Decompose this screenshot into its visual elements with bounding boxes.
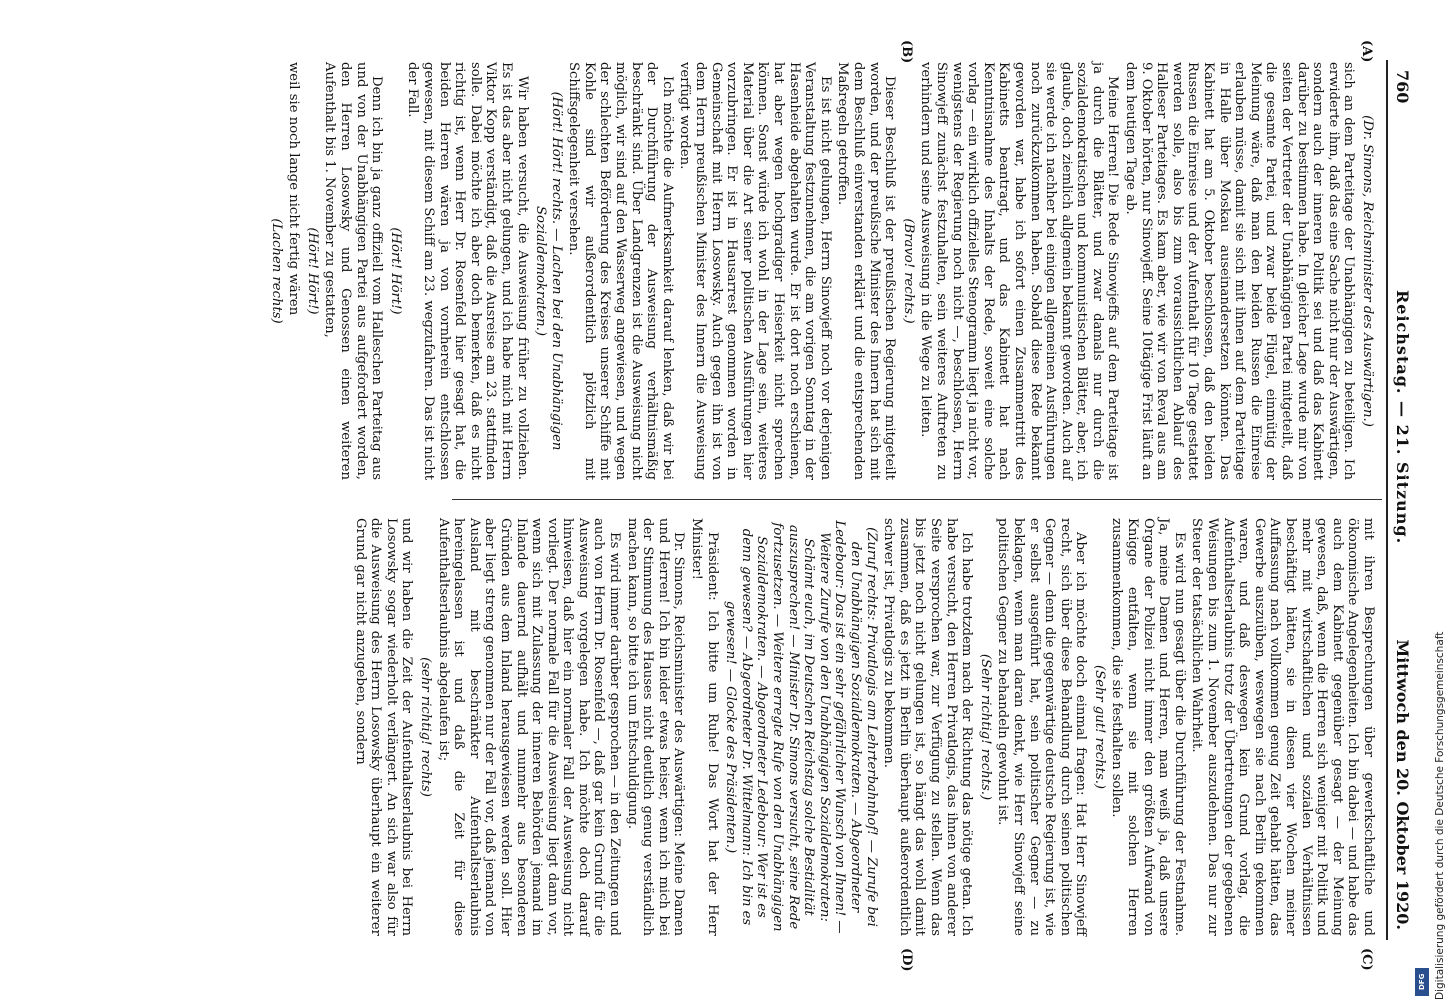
margin-mark-d: (D) (899, 948, 914, 972)
paragraph: Aber ich möchte doch einmal fragen: Hat Herr Sinowjeff recht, sich über diese Behandlung durch seinen politischen Gegner — denn die gegenwärtige deutsche Regierung ist, wie er selbst ausgeführt hat, sein politischer Gegner — zu beklagen, wenn man daran denkt, wie Herr Sinowjeff seine politischen Gegner zu behandeln gewohnt ist. (995, 518, 1089, 936)
page-number: 760 (1393, 70, 1412, 104)
right-column (352, 518, 1376, 936)
paragraph: Dieser Beschluß ist der preußischen Regierung mitgeteilt worden, und der preußische Minister des Innern hat sich mit dem Beschluß einverstanden erklärt und die entsprechenden Maßregeln getroffen. (835, 62, 898, 480)
interjection: (Lachen rechts) (268, 218, 284, 324)
interjection: (Hört! Hört! rechts. — Lachen bei den Unabhängigen Sozialdemokraten.) (533, 91, 564, 451)
paragraph: Denn ich bin ja ganz offiziell vom Halleschen Parteitag aus und von der Unabhängigen Partei aus aufgefordert worden, den Herren Losowsky und Genossen einen weiteren Aufenthalt bis 1. November zu gestatten, (322, 62, 385, 480)
interjection: (Sehr gut! rechts.) (1091, 664, 1107, 790)
left-column (268, 62, 1376, 480)
paragraph: Es wird nun gesagt über die Durchführung der Festnahme. Ja, meine Damen und Herren, man weiß ja, daß unsere Organe der Polizei nicht immer den größten Aufwand von Knigge entfalten, wenn sie mit solchen Herren zusammenkommen, die sie festhalten sollen. (1109, 518, 1187, 936)
interjection: (Bravo! rechts.) (900, 218, 916, 324)
interjection: (sehr richtig! rechts) (417, 657, 433, 797)
speaker-line: (Dr. Simons, Reichsminister des Auswärtigen.) (1360, 115, 1375, 427)
paragraph: Präsident: Ich bitte um Ruhe! Das Wort hat der Herr Minister! (689, 518, 720, 936)
interjection: (Zuruf rechts: Privatlogis am Lehrterbahnhof! — Zurufe bei den Unabhängigen Sozialdemokraten. — Abgeordneter Ledebour: Das ist ein sehr gefährlicher Wunsch von Ihnen! — Weitere Zurufe von den Unabhängigen Sozialdemokraten: Schämt euch, im Deutschen Reichstag solche Bestialität auszusprechen! — Minister Dr. Simons versucht, seine Rede fortzusetzen. — Weitere erregte Rufe von den Unabhängigen Sozialdemokraten. — Abgeordneter Ledebour: Wer ist es denn gewesen? — Abgeordneter Dr. Wittelmann: Ich bin es gewesen! — Glocke des Präsidenten.) (723, 520, 879, 934)
paragraph: mit ihren Besprechungen über gewerkschaftliche und ökonomische Angelegenheiten. Ich bin dabei — und habe das auch dem Kabinett gegenüber gesagt — der Meinung gewesen, daß, wenn die Herren sich weniger mit Politik und mehr mit wirtschaftlichen und sozialen Verhältnissen beschäftigt hätten, sie in diesen vier Wochen meiner Auffassung nach vollkommen genug Zeit gehabt hätten, das Gewerbe auszuüben, weswegen sie nach Berlin gekommen waren, und daß deswegen kein Grund vorlag, die Aufenthaltserlaubnis trotz der Übertretungen der gegebenen Weisungen bis zum 1. November auszudehnen. Das nur zur Steuer der tatsächlichen Wahrheit. (1189, 518, 1376, 936)
paragraph: und wir haben die Zeit der Aufenthaltserlaubnis bei Herrn Losowsky sogar wiederholt verlängert. An sich war also für die Ausweisung des Herrn Losowsky überhaupt ein weiterer Grund gar nicht anzugeben, sondern (352, 518, 415, 936)
interjection: (Hört! Hört!) (387, 227, 403, 315)
session-title: Reichstag. — 21. Sitzung. (1393, 290, 1412, 545)
interjection: (Hört! Hört!) (304, 227, 320, 315)
margin-mark-b: (B) (899, 40, 914, 64)
paragraph: Wir haben versucht, die Ausweisung früher zu vollziehen. Es ist das aber nicht gelungen, und ich habe mich mit Herrn Viktor Kopp verständigt, daß die Ausreise am 23. stattfinden solle. Dabei möchte ich aber doch bemerken, daß es nicht richtig ist, wenn Herr Dr. Rosenfeld hier gesagt hat, die beiden Herren wären ja von vornherein entschlossen gewesen, mit diesem Schiff am 23. wegzufahren. Das ist nicht der Fall. (405, 62, 530, 480)
margin-mark-c: (C) (1359, 948, 1374, 971)
page-header (1386, 60, 1412, 940)
dfg-logo: DFG (1415, 968, 1429, 996)
credit-text: Digitalisierung gefördert durch die Deutsche Forschungsgemeinschaft (1434, 631, 1446, 1000)
paragraph: Ich habe trotzdem nach der Richtung das nötige getan. Ich habe versucht, den Herren Privatlogis, das ihnen von anderer Seite versprochen war, zur Verfügung zu stellen. Wenn das bis jetzt noch nicht gelungen ist, so hängt das wohl damit zusammen, daß es jetzt in Berlin überhaupt außerordentlich schwer ist, Privatlogis zu bekommen. (881, 518, 975, 936)
paragraph: Es wird immer darüber gesprochen — in den Zeitungen und auch von Herrn Dr. Rosenfeld —, daß gar kein Grund für die Ausweisung vorgelegen habe. Ich möchte doch darauf hinweisen, daß hier ein normaler Fall der Ausweisung nicht vorliegt. Der normale Fall für die Ausweisung liegt dann vor, wenn sich mit Zulassung der inneren Behörden jemand im Inlande dauernd aufhält und nunmehr aus besonderen Gründen aus dem Inland herausgewiesen werden soll. Hier aber liegt streng genommen nur der Fall vor, daß jemand von Ausland mit beschränkter Aufenthaltserlaubnis hereingelassen ist und daß die Zeit für diese Aufenthaltserlaubnis abgelaufen ist; (435, 518, 623, 936)
column-divider (452, 499, 1382, 500)
paragraph: Dr. Simons, Reichsminister des Auswärtigen: Meine Damen und Herren! Ich bin leider etwas heiser, wenn ich mich bei der Stimmung des Hauses nicht deutlich genug verständlich machen kann, so bitte ich um Entschuldigung. (624, 518, 687, 936)
paragraph: Es ist nicht gelungen, Herrn Sinowjeff noch vor derjenigen Veranstaltung festzunehmen, die am vorigen Sonntag in der Hasenheide abgehalten wurde. Er ist dort noch erschienen, hat aber wegen hochgradiger Heiserkeit nicht sprechen können. Sonst würde ich wohl in der Lage sein, weiteres Material über die Art seiner politischen Ausführungen hier vorzubringen. Er ist in Hausarrest genommen worden in Gemeinschaft mit Herrn Losowsky. Auch gegen ihn ist von dem Herrn preußischen Minister des Innern die Ausweisung verfügt worden. (677, 62, 833, 480)
paragraph: Meine Herren! Die Rede Sinowjeffs auf dem Parteitage ist ja durch die Blätter, und zwar damals nur durch die sozialdemokratischen und kommunistischen Blätter, aber, ich glaube, doch ziemlich allgemein bekannt geworden. Auch auf sie werde ich nachher bei einigen allgemeinen Ausführungen noch zurückzukommen haben. Sobald diese Rede bekannt geworden war, habe ich sofort einen Zusammentritt des Kabinetts beantragt, und das Kabinett hat nach Kenntnisnahme des Inhalts der Rede, soweit eine solche vorlag — ein wirklich offizielles Stenogramm liegt ja nicht vor, wenigstens der Regierung noch nicht —, beschlossen, Herrn Sinowjeff zunächst festzuhalten, sein weiteres Auftreten zu verhindern und seine Ausweisung in die Wege zu leiten. (918, 62, 1121, 480)
digitization-credit (1412, 0, 1446, 1000)
paragraph: Ich möchte die Aufmerksamkeit darauf lenken, daß wir bei der Durchführung der Ausweisung verhältnismäßig beschränkt sind. Über Landgrenzen ist die Ausweisung nicht möglich, wir sind auf den Wasserweg angewiesen, und wegen der schlechten Beförderung des Kreises unserer Schiffe mit Kohle sind wir außerordentlich plötzlich mit Schiffsgelegenheit versehen. (566, 62, 675, 480)
interjection: (Sehr richtig! rechts.) (977, 653, 993, 801)
session-date: Mittwoch den 20. Oktober 1920. (1393, 639, 1412, 930)
paragraph: sich an dem Parteitage der Unabhängigen zu beteiligen. Ich erwiderte ihm, daß das eine Sache nicht nur der Auswärtigen, sondern auch der inneren Politik sei und daß das Kabinett darüber zu bestimmen habe. In gleicher Lage wurde mir von seiten der Vertreter der Unabhängigen Partei mitgeteilt, daß die gesamte Partei, und zwar beide Flügel, einmütig der Meinung wäre, daß man den beiden Russen die Einreise erlauben müsse, damit sie sich mit ihnen auf dem Parteitage in Halle über Moskau auseinandersetzen könnten. Das Kabinett hat am 5. Oktober beschlossen, daß den beiden Russen die Einreise und der Aufenthalt für 10 Tage gestattet werden solle, also bis zum voraussichtlichen Ablauf des Halleser Parteitages. Es kam aber, wie wir von Reval aus am 9. Oktober hörten, nur Sinowjeff. Seine 10tägige Frist läuft an dem heutigen Tage ab. (1123, 62, 1357, 480)
paragraph: weil sie noch lange nicht fertig wären (286, 62, 302, 316)
margin-mark-a: (A) (1359, 40, 1374, 63)
